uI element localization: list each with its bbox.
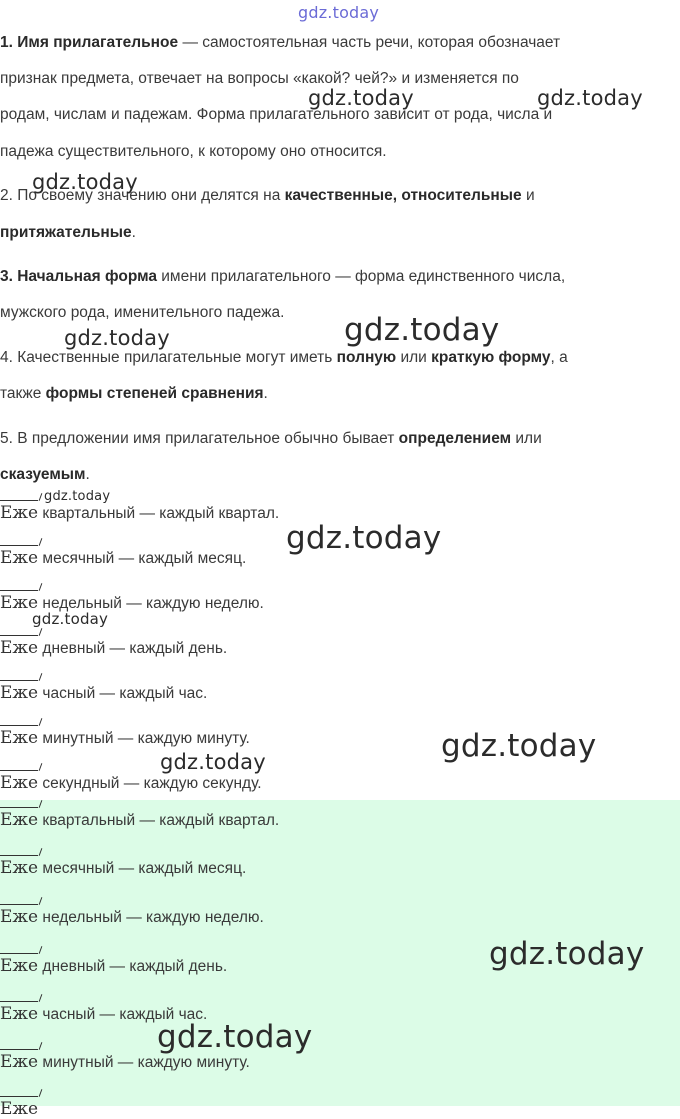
word-row xyxy=(0,808,279,830)
word-row xyxy=(0,546,246,568)
word-rest: месячный — каждый месяц. xyxy=(42,550,247,567)
p2-end-2: . xyxy=(131,224,136,241)
root-eze: Еже xyxy=(0,1099,39,1119)
word-rest: месячный — каждый месяц. xyxy=(42,860,247,877)
watermark: gdz.today xyxy=(160,750,266,774)
p2-end: и xyxy=(521,187,535,204)
word-rest: секундный — каждую секунду. xyxy=(42,775,262,792)
p1-num: 1. xyxy=(0,34,18,51)
p5-end-2: . xyxy=(85,466,90,483)
root-eze: Еже xyxy=(0,810,39,830)
p4-text: 4. Качественные прилагательные могут иметь xyxy=(0,349,337,366)
p2-bold-2: притяжательные xyxy=(0,224,132,241)
p1-rest: — самостоятельная часть речи, которая обозначает xyxy=(178,34,561,51)
watermark: gdz.today xyxy=(441,728,597,764)
word-rest: дневный — каждый день. xyxy=(42,640,228,657)
watermark: gdz.today xyxy=(298,3,380,22)
p2-text: 2. По своему значению они делятся на xyxy=(0,187,285,204)
watermark: gdz.today xyxy=(44,489,111,504)
paragraph-3-line-1 xyxy=(0,268,565,286)
word-rest: недельный — каждую неделю. xyxy=(42,909,264,926)
p3-num: 3. xyxy=(0,268,18,285)
root-eze: Еже xyxy=(0,548,39,568)
word-rest: минутный — каждую минуту. xyxy=(42,1054,250,1071)
p2-bold: качественные, относительные xyxy=(284,187,522,204)
root-eze: Еже xyxy=(0,773,39,793)
p3-rest: имени прилагательного — форма единственного числа, xyxy=(156,268,566,285)
watermark: gdz.today xyxy=(308,86,414,110)
root-eze: Еже xyxy=(0,683,39,703)
word-row xyxy=(0,501,279,523)
word-rest: квартальный — каждый квартал. xyxy=(42,812,280,829)
root-eze: Еже xyxy=(0,858,39,878)
word-rest: часный — каждый час. xyxy=(42,685,208,702)
watermark: gdz.today xyxy=(537,86,643,110)
paragraph-1-line-4: падежа существительного, к которому оно относится. xyxy=(0,143,387,160)
paragraph-4-line-1 xyxy=(0,349,568,367)
p5-bold-2: сказуемым xyxy=(0,466,86,483)
word-rest: минутный — каждую минуту. xyxy=(42,730,250,747)
paragraph-4-line-2 xyxy=(0,385,268,403)
p4-bold-1: полную xyxy=(336,349,397,366)
p4-bold-3: формы степеней сравнения xyxy=(45,385,264,402)
root-eze: Еже xyxy=(0,503,39,523)
p5-text: 5. В предложении имя прилагательное обычно бывает xyxy=(0,430,399,447)
watermark: gdz.today xyxy=(157,1019,313,1055)
root-eze: Еже xyxy=(0,1004,39,1024)
word-row xyxy=(0,1097,38,1119)
paragraph-1-line-3: родам, числам и падежам. Форма прилагательного зависит от рода, числа и xyxy=(0,106,553,123)
p5-end: или xyxy=(511,430,542,447)
paragraph-3-line-2: мужского рода, именительного падежа. xyxy=(0,304,285,321)
paragraph-1-line-1 xyxy=(0,34,560,52)
word-row xyxy=(0,905,264,927)
p4-end-2: . xyxy=(263,385,268,402)
root-eze: Еже xyxy=(0,593,39,613)
watermark: gdz.today xyxy=(286,520,442,556)
word-rest: недельный — каждую неделю. xyxy=(42,595,264,612)
word-row xyxy=(0,681,207,703)
watermark: gdz.today xyxy=(489,936,645,972)
paragraph-5-line-2 xyxy=(0,466,90,484)
p4-end: , а xyxy=(550,349,568,366)
paragraph-5-line-1 xyxy=(0,430,542,448)
watermark: gdz.today xyxy=(344,312,500,348)
word-rest: дневный — каждый день. xyxy=(42,958,228,975)
root-eze: Еже xyxy=(0,638,39,658)
word-row xyxy=(0,954,227,976)
root-eze: Еже xyxy=(0,907,39,927)
watermark: gdz.today xyxy=(64,326,170,350)
word-rest: квартальный — каждый квартал. xyxy=(42,505,280,522)
word-row xyxy=(0,856,246,878)
paragraph-2-line-2 xyxy=(0,224,136,242)
root-eze: Еже xyxy=(0,728,39,748)
word-row xyxy=(0,771,262,793)
word-row xyxy=(0,636,227,658)
root-eze: Еже xyxy=(0,956,39,976)
p5-bold: определением xyxy=(398,430,512,447)
paragraph-1-line-2: признак предмета, отвечает на вопросы «какой? чей?» и изменяется по xyxy=(0,70,519,87)
watermark: gdz.today xyxy=(32,170,138,194)
p4-text-2: также xyxy=(0,385,46,402)
word-row xyxy=(0,726,250,748)
p4-mid: или xyxy=(396,349,432,366)
root-eze: Еже xyxy=(0,1052,39,1072)
p1-term: Имя прилагательное xyxy=(17,34,179,51)
watermark: gdz.today xyxy=(32,610,109,628)
word-rest: часный — каждый час. xyxy=(42,1006,208,1023)
p4-bold-2: краткую форму xyxy=(431,349,551,366)
p3-term: Начальная форма xyxy=(17,268,157,285)
